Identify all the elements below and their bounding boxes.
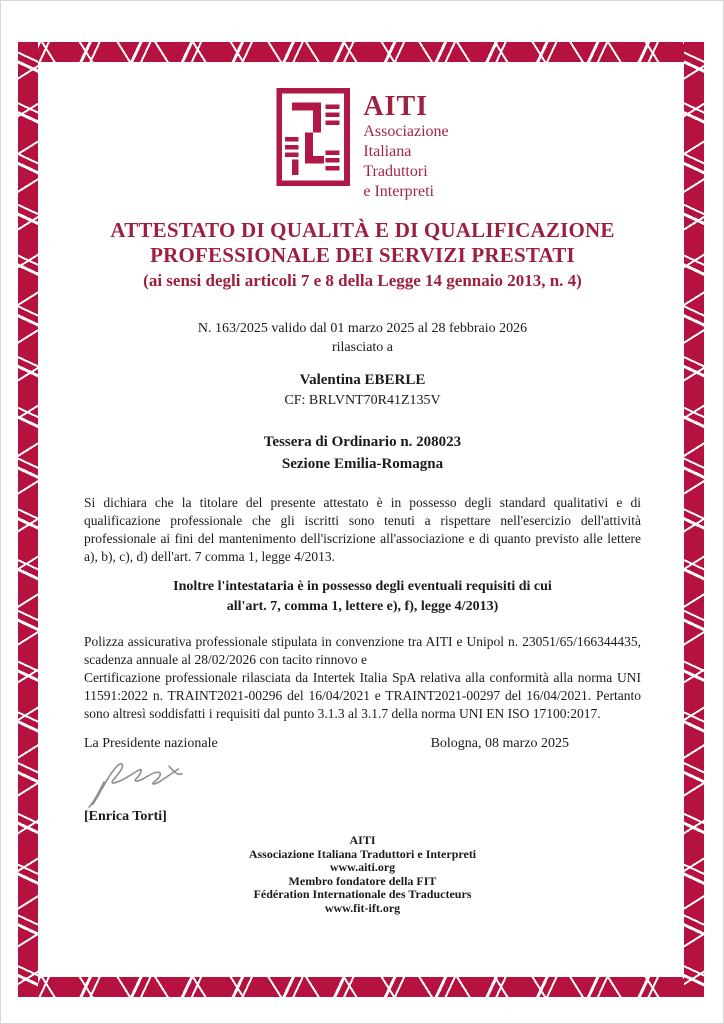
org-name-line-3: Traduttori: [363, 163, 428, 180]
insurance-line-2: Certificazione professionale rilasciata da Intertek Italia SpA relativa alla conformità alla norma UNI 11591:2022 n. TRAINT2021-00296 del 16/04/2021 e TRAINT2021-00297 del 16/04/2021. Pertanto sono altresì soddisfatti i requisiti dal punto 3.1.3 al 3.1.7 della norma UNI EN ISO 17100:2017.: [84, 670, 641, 721]
footer-org-name: Associazione Italiana Traduttori e Interpreti: [248, 846, 477, 861]
membership-card-line: Tessera di Ordinario n. 208023: [263, 434, 462, 450]
signer-name: [Enrica Torti]: [84, 809, 167, 824]
decorative-border-left: [18, 42, 38, 997]
org-name-line-4: e Interpreti: [363, 183, 434, 200]
certificate-number-line: N. 163/2025 valido dal 01 marzo 2025 al 28 febbraio 2026: [197, 321, 528, 336]
fiscal-code: CF: BRLVNT70R41Z135V: [284, 393, 441, 408]
org-name-line-1: Associazione: [363, 123, 449, 140]
declaration-paragraph: Si dichiara che la titolare del presente attestato è in possesso degli standard qualitativi e di qualificazione professionale che gli iscritti sono tenuti a rispettare nell'esercizio dell'attività professionale ai fini del mantenimento dell'iscrizione all'associazione e di quanto previsto alle lettere a), b), c), d) dell'art. 7 comma 1, legge 4/2013.: [84, 495, 641, 564]
place-date-label: Bologna, 08 marzo 2025: [430, 736, 569, 751]
holder-block: [84, 370, 641, 410]
issued-to-label: rilasciato a: [331, 340, 394, 355]
requirements-line-1: Inoltre l'intestataria è in possesso degli eventuali requisiti di cui: [173, 579, 552, 594]
membership-block: [84, 431, 641, 475]
aiti-logo-block: [84, 88, 641, 202]
certificate-title: [84, 218, 641, 268]
title-line-1: ATTESTATO DI QUALITÀ E DI QUALIFICAZIONE: [110, 218, 615, 242]
membership-section-line: Sezione Emilia-Romagna: [281, 456, 444, 472]
footer-website: www.aiti.org: [329, 860, 396, 874]
insurance-line-1: Polizza assicurativa professionale stipulata in convenzione tra AITI e Unipol n. 23051/65/166344435, scadenza annuale al 28/02/2026 con tacito rinnovo e: [84, 634, 641, 667]
footer-fit-website: www.fit-ift.org: [324, 900, 401, 915]
footer-acronym: AITI: [349, 833, 376, 847]
signature-image-wrap: [84, 756, 641, 808]
decorative-border-right: [684, 42, 704, 997]
org-acronym: AITI: [363, 91, 429, 122]
requirements-statement: [84, 577, 641, 617]
signer-role-label: La Presidente nazionale: [84, 736, 218, 751]
decorative-border-top: [18, 42, 684, 62]
footer-block: [84, 834, 641, 915]
certificate-number-block: [84, 319, 641, 357]
certificate-content: [84, 62, 641, 915]
holder-name: Valentina EBERLE: [299, 372, 426, 388]
signature-image: [84, 756, 202, 808]
insurance-paragraph: [84, 633, 641, 723]
requirements-line-2: all'art. 7, comma 1, lettere e), f), legge 4/2013): [226, 599, 499, 614]
decorative-border-bottom: [18, 977, 684, 997]
aiti-logo-icon: [276, 88, 350, 186]
org-name-line-2: Italiana: [363, 143, 412, 160]
certificate-title-block: [84, 218, 641, 292]
certificate-subtitle: (ai sensi degli articoli 7 e 8 della Legge 14 gennaio 2013, n. 4): [143, 271, 582, 290]
title-line-2: PROFESSIONALE DEI SERVIZI PRESTATI: [150, 243, 575, 267]
footer-fit-membership: Membro fondatore della FIT: [288, 873, 437, 888]
signature-row: [84, 735, 641, 753]
org-name-block: [363, 88, 448, 202]
footer-fit-name: Fédération Internationale des Traducteurs: [253, 887, 472, 901]
